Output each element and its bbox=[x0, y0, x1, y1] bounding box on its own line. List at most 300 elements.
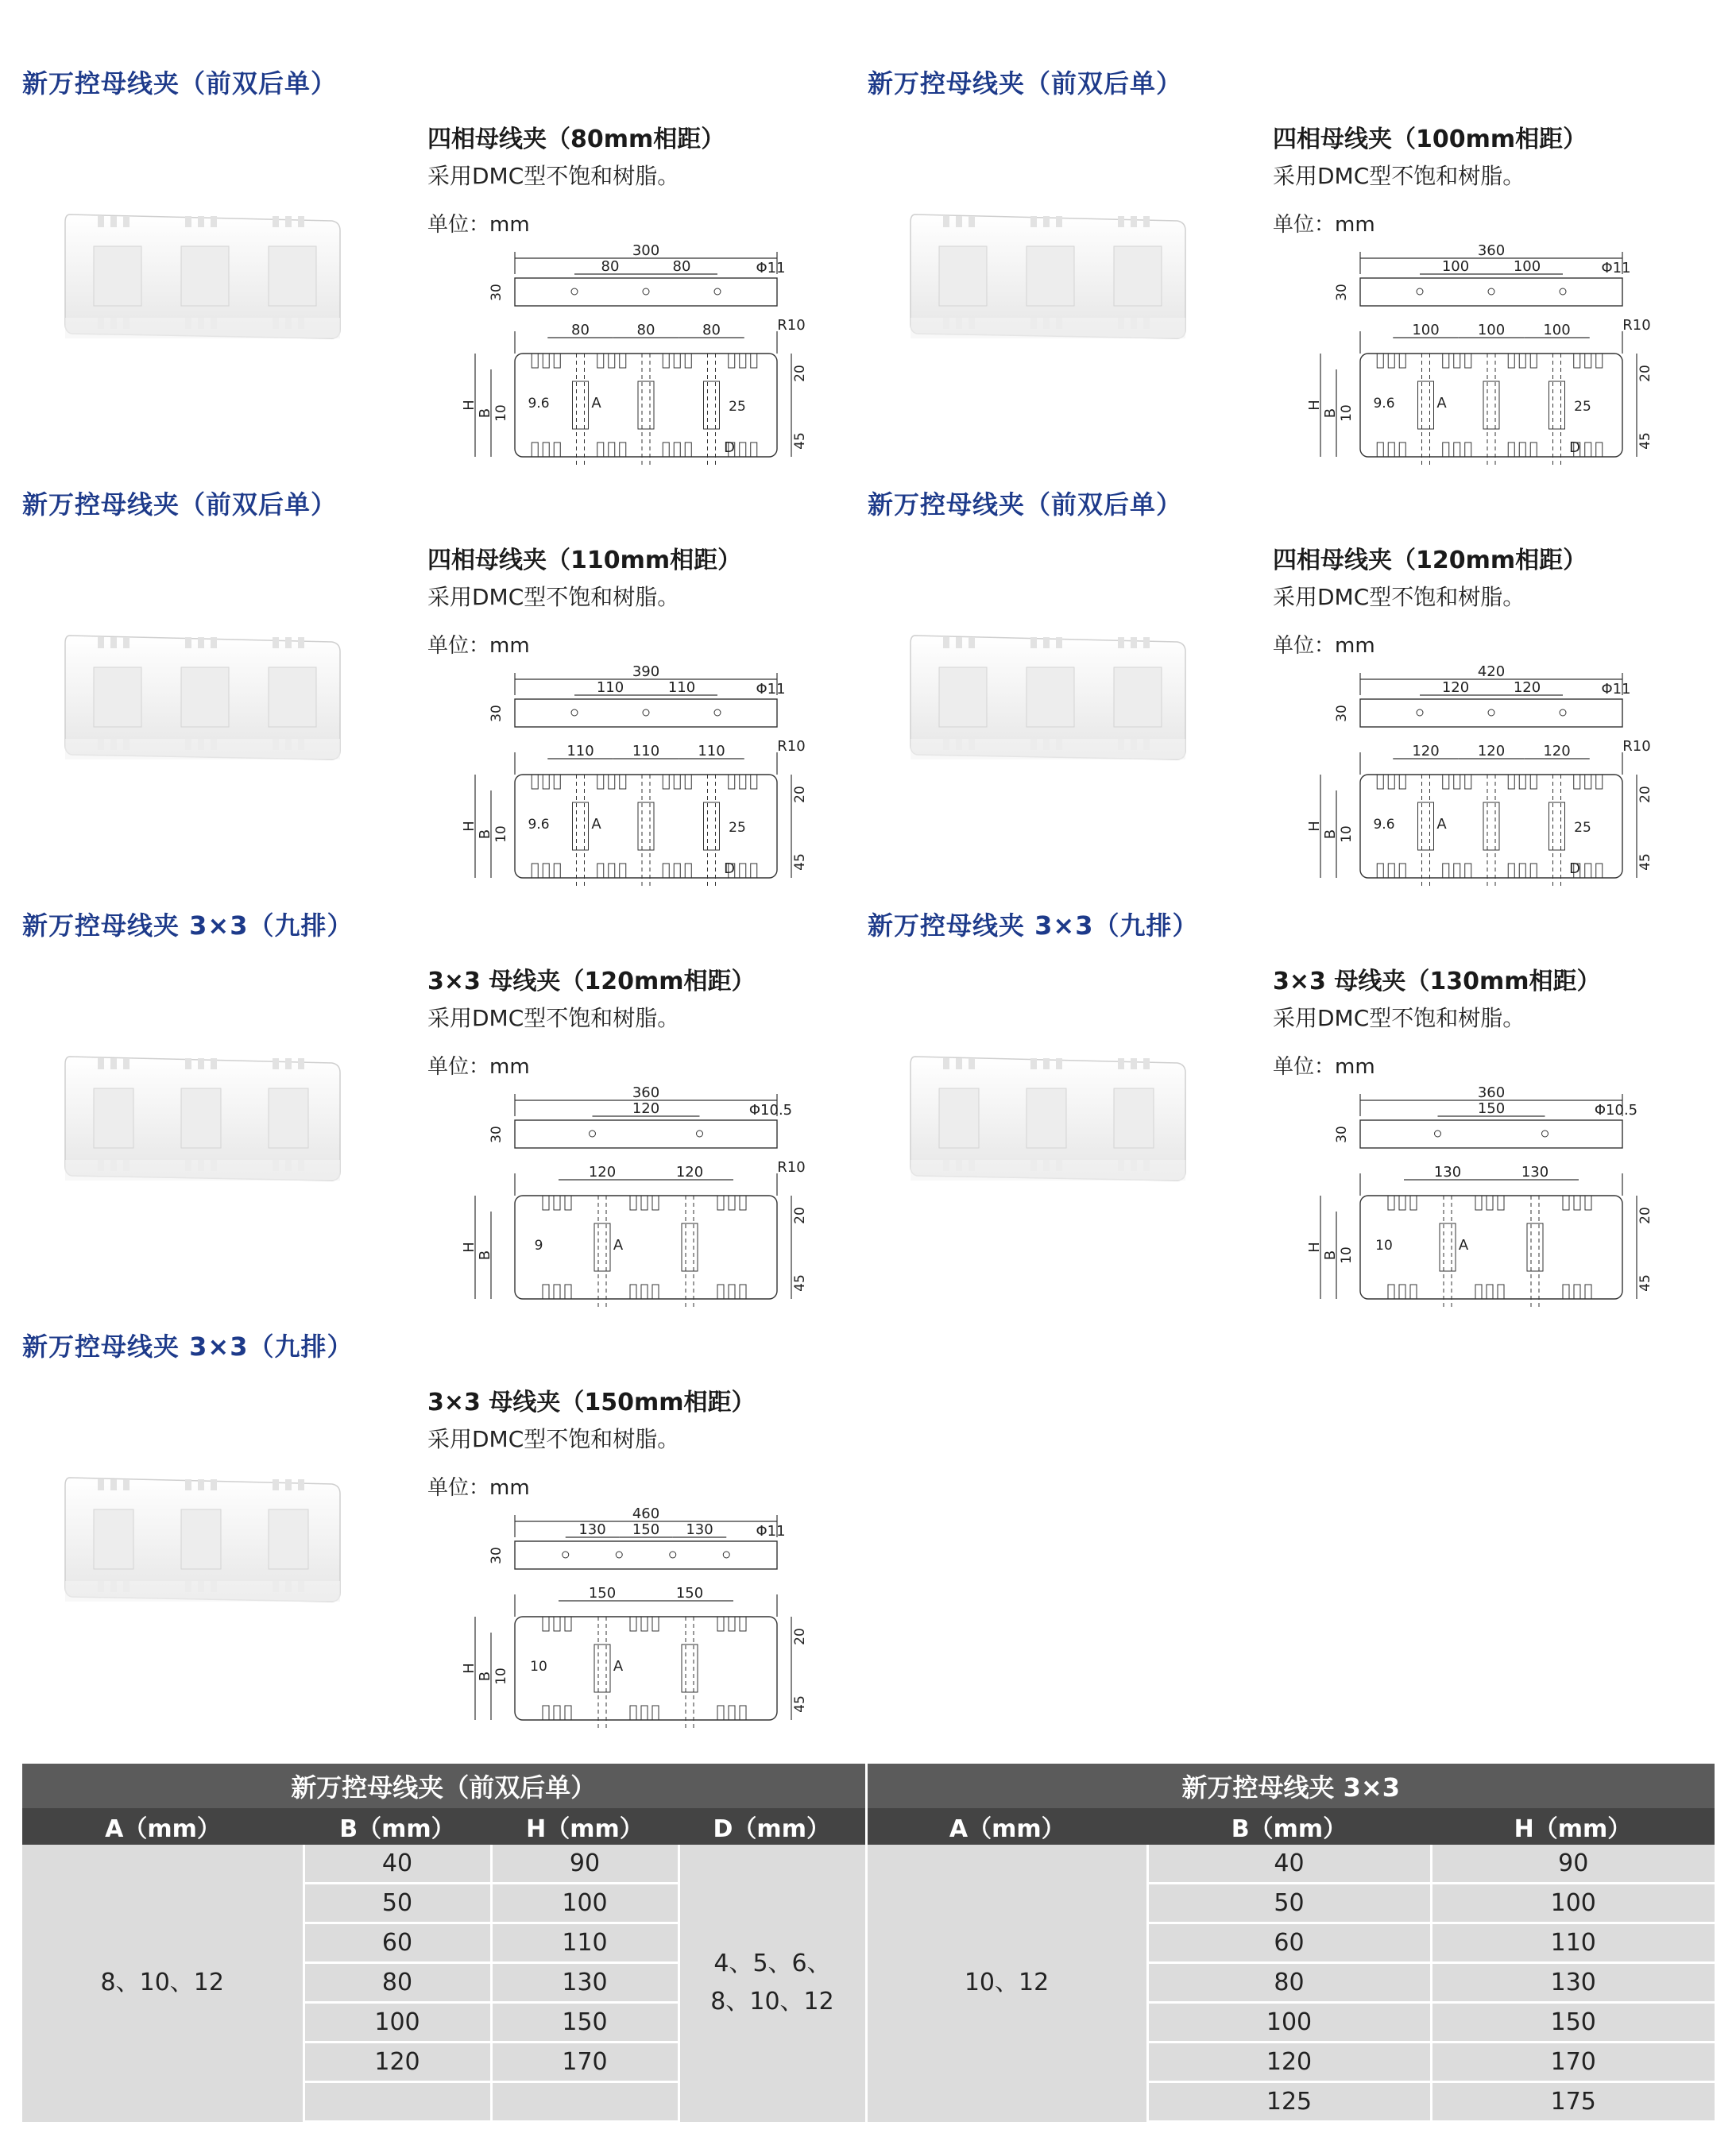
bottom-spacing-dimension: 80 bbox=[636, 322, 655, 338]
right-b-value: 80 bbox=[1147, 1963, 1431, 2003]
slot-bottom bbox=[1498, 1285, 1504, 1299]
right-h-value: 175 bbox=[1431, 2082, 1715, 2122]
height-label-h: H bbox=[461, 1242, 477, 1253]
right-h-value: 130 bbox=[1431, 1963, 1715, 2003]
top-total-dimension: 360 bbox=[632, 1084, 660, 1101]
clamp-window bbox=[1483, 802, 1499, 850]
bottom-spacing-dimension: 120 bbox=[1477, 743, 1506, 759]
bottom-spacing-dimension: 130 bbox=[1521, 1164, 1549, 1181]
dimension-45: 45 bbox=[1637, 853, 1653, 871]
busbar-clamp-4phase-photo bbox=[907, 199, 1193, 358]
slot-top bbox=[1508, 354, 1514, 368]
clamp-tooth bbox=[956, 216, 962, 227]
bottom-spacing-dimension: 110 bbox=[632, 743, 660, 759]
section-title: 新万控母线夹（前双后单） bbox=[868, 489, 1183, 520]
mounting-hole bbox=[1560, 288, 1566, 295]
dimension-20: 20 bbox=[1637, 786, 1653, 803]
slot-top bbox=[729, 1196, 735, 1210]
slot-bottom bbox=[630, 1706, 636, 1720]
product-photo bbox=[907, 1041, 1193, 1200]
slot-top bbox=[1530, 775, 1537, 789]
top-spacing-dimension: 120 bbox=[632, 1100, 660, 1117]
product-description: 采用DMC型不饱和树脂。 bbox=[427, 163, 680, 189]
slot-top bbox=[1399, 775, 1405, 789]
clamp-tooth bbox=[198, 1479, 204, 1490]
slot-top bbox=[554, 354, 560, 368]
dimension-ten: 10 bbox=[1339, 404, 1355, 422]
top-spacing-dimension: 80 bbox=[601, 258, 620, 275]
clamp-window bbox=[939, 246, 987, 306]
slot-top bbox=[597, 775, 604, 789]
slot-bottom bbox=[565, 1285, 571, 1299]
slot-top bbox=[543, 775, 549, 789]
left-h-value: 90 bbox=[491, 1845, 679, 1884]
bottom-spacing-dimension: 120 bbox=[1412, 743, 1440, 759]
slot-bottom bbox=[609, 443, 615, 457]
slot-bottom bbox=[1574, 1285, 1580, 1299]
clamp-window bbox=[1114, 1088, 1154, 1148]
slot-top bbox=[1399, 1196, 1405, 1210]
clamp-dimension-svg bbox=[1306, 1084, 1678, 1319]
top-view-bar bbox=[1360, 1120, 1622, 1148]
unit-label: 单位：mm bbox=[427, 1055, 530, 1079]
slot-top bbox=[1388, 354, 1394, 368]
slot-top bbox=[565, 1617, 571, 1631]
clamp-window bbox=[1027, 246, 1074, 306]
dimension-20: 20 bbox=[792, 365, 808, 382]
dimension-25: 25 bbox=[729, 820, 746, 836]
clamp-tooth bbox=[98, 637, 104, 648]
dimension-45: 45 bbox=[792, 432, 808, 450]
right-b-value: 60 bbox=[1147, 1923, 1431, 1963]
clamp-tooth bbox=[298, 1479, 304, 1490]
slot-bottom bbox=[1530, 443, 1537, 457]
clamp-tooth bbox=[185, 1058, 191, 1069]
top-view-bar bbox=[515, 1541, 777, 1569]
col-header: B（mm） bbox=[304, 1808, 491, 1845]
slot-bottom bbox=[1508, 443, 1514, 457]
slot-bottom bbox=[1508, 864, 1514, 878]
clamp-tooth bbox=[273, 637, 279, 648]
clamp-tooth bbox=[1118, 1058, 1124, 1069]
top-view-bar bbox=[1360, 699, 1622, 727]
height-label-h: H bbox=[461, 1663, 477, 1674]
slot-bottom bbox=[554, 1285, 560, 1299]
slot-top bbox=[1410, 1196, 1417, 1210]
clamp-window bbox=[573, 381, 589, 429]
thickness-dimension: 30 bbox=[1334, 284, 1350, 301]
slot-bottom bbox=[1519, 864, 1525, 878]
col-header: A（mm） bbox=[22, 1808, 304, 1845]
top-spacing-dimension: 110 bbox=[596, 679, 624, 696]
clamp-tooth bbox=[1030, 637, 1037, 648]
clamp-window bbox=[638, 802, 654, 850]
slot-bottom bbox=[685, 864, 691, 878]
radius-label: R10 bbox=[1622, 738, 1651, 755]
col-header: A（mm） bbox=[866, 1808, 1147, 1845]
slot-bottom bbox=[740, 443, 746, 457]
left-h-value bbox=[491, 2082, 679, 2122]
unit-label: 单位：mm bbox=[427, 213, 530, 237]
hole-diameter-label: Φ11 bbox=[1601, 260, 1631, 276]
hole-diameter-label: Φ11 bbox=[756, 1523, 786, 1540]
unit-label: 单位：mm bbox=[1273, 634, 1375, 658]
clamp-tooth bbox=[211, 216, 217, 227]
unit-label: 单位：mm bbox=[427, 1476, 530, 1500]
slot-bottom bbox=[532, 443, 538, 457]
clamp-window bbox=[181, 1509, 221, 1569]
slot-bottom bbox=[1519, 443, 1525, 457]
clamp-tooth bbox=[110, 1058, 117, 1069]
slot-bottom bbox=[652, 1285, 659, 1299]
slot-bottom bbox=[1585, 443, 1591, 457]
clamp-tooth bbox=[98, 1058, 104, 1069]
clamp-dimension-svg bbox=[461, 663, 833, 898]
slot-bottom bbox=[1399, 443, 1405, 457]
clamp-tooth bbox=[185, 216, 191, 227]
front-view-outline bbox=[515, 1617, 777, 1720]
slot-bottom bbox=[674, 443, 680, 457]
hole-diameter-label: Φ10.5 bbox=[748, 1102, 793, 1119]
slot-bottom bbox=[1399, 864, 1405, 878]
clamp-dimension-svg bbox=[1306, 242, 1678, 477]
clamp-tooth bbox=[198, 1058, 204, 1069]
clamp-tooth bbox=[185, 1479, 191, 1490]
right-a-value: 10、12 bbox=[866, 1845, 1147, 2122]
dimension-d: D bbox=[724, 860, 735, 877]
slot-top bbox=[1563, 1196, 1569, 1210]
slot-bottom bbox=[717, 1706, 724, 1720]
slot-top bbox=[543, 1617, 549, 1631]
clamp-edge bbox=[911, 318, 1185, 338]
clamp-window bbox=[682, 1644, 698, 1692]
slot-top bbox=[532, 354, 538, 368]
dimension-a: A bbox=[1436, 816, 1447, 833]
radius-label: R10 bbox=[777, 738, 806, 755]
clamp-window bbox=[704, 802, 720, 850]
mounting-hole bbox=[1417, 288, 1423, 295]
clamp-window bbox=[181, 1088, 221, 1148]
thickness-dimension: 30 bbox=[489, 284, 505, 301]
clamp-window bbox=[94, 1088, 133, 1148]
slot-top bbox=[751, 354, 757, 368]
right-h-value: 170 bbox=[1431, 2043, 1715, 2082]
thickness-dimension: 30 bbox=[489, 1547, 505, 1564]
unit-label: 单位：mm bbox=[1273, 1055, 1375, 1079]
bottom-spacing-dimension: 110 bbox=[566, 743, 594, 759]
clamp-window bbox=[939, 667, 987, 727]
clamp-tooth bbox=[198, 216, 204, 227]
slot-bottom bbox=[1377, 443, 1383, 457]
slot-bottom bbox=[1585, 1285, 1591, 1299]
left-b-value bbox=[304, 2082, 491, 2122]
top-view-bar bbox=[515, 278, 777, 306]
clamp-tooth bbox=[110, 637, 117, 648]
clamp-tooth bbox=[98, 216, 104, 227]
slot-top bbox=[1475, 1196, 1482, 1210]
slot-bottom bbox=[1596, 443, 1603, 457]
product-description: 采用DMC型不饱和树脂。 bbox=[1273, 584, 1525, 610]
slot-top bbox=[663, 354, 669, 368]
section-title: 新万控母线夹（前双后单） bbox=[868, 68, 1183, 99]
slot-top bbox=[565, 1196, 571, 1210]
slot-bottom bbox=[641, 1706, 648, 1720]
top-total-dimension: 390 bbox=[632, 663, 660, 680]
clamp-tooth bbox=[1030, 1058, 1037, 1069]
radius-label: R10 bbox=[1622, 317, 1651, 334]
top-total-dimension: 300 bbox=[632, 242, 660, 259]
clamp-window bbox=[1027, 667, 1074, 727]
clamp-tooth bbox=[1030, 216, 1037, 227]
top-spacing-dimension: 130 bbox=[686, 1521, 713, 1538]
product-title: 四相母线夹（120mm相距） bbox=[1273, 547, 1587, 574]
product-title: 四相母线夹（110mm相距） bbox=[427, 547, 742, 574]
product-description: 采用DMC型不饱和树脂。 bbox=[427, 1426, 680, 1452]
slot-bottom bbox=[554, 864, 560, 878]
right-h-value: 100 bbox=[1431, 1884, 1715, 1923]
mounting-hole bbox=[670, 1552, 676, 1558]
slot-top bbox=[740, 775, 746, 789]
slot-bottom bbox=[1410, 1285, 1417, 1299]
top-spacing-dimension: 110 bbox=[667, 679, 696, 696]
unit-label: 单位：mm bbox=[1273, 213, 1375, 237]
slot-bottom bbox=[1399, 1285, 1405, 1299]
clamp-window bbox=[1418, 802, 1434, 850]
section-title: 新万控母线夹（前双后单） bbox=[22, 489, 338, 520]
top-total-dimension: 420 bbox=[1477, 663, 1506, 680]
clamp-dimension-svg bbox=[461, 242, 833, 477]
slot-bottom bbox=[663, 864, 669, 878]
slot-bottom bbox=[554, 1706, 560, 1720]
slot-top bbox=[717, 1196, 724, 1210]
clamp-tooth bbox=[1143, 216, 1150, 227]
clamp-tooth bbox=[123, 637, 130, 648]
right-b-value: 40 bbox=[1147, 1845, 1431, 1884]
slot-top bbox=[1574, 354, 1580, 368]
clamp-tooth bbox=[123, 1058, 130, 1069]
slot-bottom bbox=[1487, 1285, 1493, 1299]
clamp-tooth bbox=[969, 637, 975, 648]
clamp-window bbox=[1027, 1088, 1066, 1148]
top-spacing-dimension: 150 bbox=[1477, 1100, 1506, 1117]
dimension-ten: 10 bbox=[493, 825, 509, 843]
product-photo bbox=[62, 199, 348, 358]
left-b-value: 60 bbox=[304, 1923, 491, 1963]
clamp-tooth bbox=[285, 637, 292, 648]
slot-top bbox=[543, 1196, 549, 1210]
slot-top bbox=[1443, 354, 1449, 368]
clamp-tooth bbox=[969, 1058, 975, 1069]
product-title: 3×3 母线夹（130mm相距） bbox=[1273, 968, 1601, 995]
slot-top bbox=[1519, 354, 1525, 368]
technical-drawing bbox=[1306, 663, 1678, 898]
slot-bottom bbox=[630, 1285, 636, 1299]
slot-width-label: 10 bbox=[1375, 1238, 1393, 1254]
mounting-hole bbox=[616, 1552, 622, 1558]
clamp-tooth bbox=[1043, 216, 1050, 227]
dimension-20: 20 bbox=[1637, 365, 1653, 382]
dimension-25: 25 bbox=[729, 399, 746, 415]
slot-top bbox=[1388, 775, 1394, 789]
slot-top bbox=[740, 354, 746, 368]
clamp-tooth bbox=[185, 637, 191, 648]
clamp-tooth bbox=[298, 216, 304, 227]
product-description: 采用DMC型不饱和树脂。 bbox=[427, 1005, 680, 1031]
slot-top bbox=[652, 1617, 659, 1631]
clamp-window bbox=[594, 1223, 610, 1271]
product-photo bbox=[907, 620, 1193, 779]
col-header: H（mm） bbox=[1431, 1808, 1715, 1845]
bottom-spacing-dimension: 130 bbox=[1433, 1164, 1462, 1181]
clamp-window bbox=[1418, 381, 1434, 429]
slot-top bbox=[554, 775, 560, 789]
slot-bottom bbox=[717, 1285, 724, 1299]
height-label-h: H bbox=[461, 821, 477, 832]
mounting-hole bbox=[1435, 1130, 1441, 1137]
clamp-window bbox=[939, 1088, 979, 1148]
slot-bottom bbox=[1465, 443, 1471, 457]
dimension-d: D bbox=[724, 439, 735, 456]
slot-top bbox=[1519, 775, 1525, 789]
dimension-ten: 10 bbox=[1339, 825, 1355, 843]
top-view-bar bbox=[1360, 278, 1622, 306]
slot-bottom bbox=[1377, 864, 1383, 878]
dimension-a: A bbox=[613, 1658, 624, 1675]
clamp-tooth bbox=[1118, 637, 1124, 648]
mounting-hole bbox=[1560, 709, 1566, 716]
clamp-tooth bbox=[969, 216, 975, 227]
clamp-window bbox=[269, 246, 316, 306]
radius-label: R10 bbox=[777, 317, 806, 334]
clamp-tooth bbox=[943, 637, 949, 648]
slot-top bbox=[1585, 775, 1591, 789]
bottom-spacing-dimension: 120 bbox=[675, 1164, 704, 1181]
technical-drawing bbox=[461, 1505, 833, 1740]
right-h-value: 150 bbox=[1431, 2003, 1715, 2043]
thickness-dimension: 30 bbox=[489, 1126, 505, 1143]
dimension-25: 25 bbox=[1574, 399, 1591, 415]
section-title: 新万控母线夹 3×3（九排） bbox=[22, 1331, 354, 1362]
slot-top bbox=[740, 1617, 746, 1631]
left-table-title: 新万控母线夹（前双后单） bbox=[22, 1764, 866, 1808]
slot-bottom bbox=[740, 864, 746, 878]
product-photo bbox=[62, 620, 348, 779]
busbar-clamp-4phase-photo bbox=[62, 620, 348, 779]
slot-top bbox=[1596, 354, 1603, 368]
clamp-tooth bbox=[211, 1479, 217, 1490]
slot-width-label: 9.6 bbox=[1373, 817, 1395, 833]
clamp-tooth bbox=[285, 1479, 292, 1490]
clamp-window bbox=[1440, 1223, 1456, 1271]
clamp-window bbox=[573, 802, 589, 850]
dimension-45: 45 bbox=[792, 1274, 808, 1292]
dimension-25: 25 bbox=[1574, 820, 1591, 836]
top-view-bar bbox=[515, 699, 777, 727]
slot-top bbox=[597, 354, 604, 368]
technical-drawing bbox=[1306, 242, 1678, 477]
slot-top bbox=[1585, 1196, 1591, 1210]
clamp-tooth bbox=[1131, 1058, 1137, 1069]
clamp-tooth bbox=[1056, 1058, 1062, 1069]
slot-top bbox=[1498, 1196, 1504, 1210]
slot-top bbox=[729, 1617, 735, 1631]
slot-bottom bbox=[1443, 443, 1449, 457]
dimension-d: D bbox=[1569, 860, 1580, 877]
section-title: 新万控母线夹（前双后单） bbox=[22, 68, 338, 99]
left-h-value: 170 bbox=[491, 2043, 679, 2082]
product-card bbox=[22, 1327, 864, 1740]
clamp-dimension-svg bbox=[1306, 663, 1678, 898]
height-label-h: H bbox=[1306, 821, 1323, 832]
slot-top bbox=[532, 775, 538, 789]
top-spacing-dimension: 120 bbox=[1441, 679, 1470, 696]
dimension-ten: 10 bbox=[1339, 1246, 1355, 1264]
front-view-outline bbox=[515, 1196, 777, 1299]
product-card bbox=[22, 906, 864, 1319]
slot-top bbox=[1399, 354, 1405, 368]
product-description: 采用DMC型不饱和树脂。 bbox=[1273, 163, 1525, 189]
slot-bottom bbox=[729, 1706, 735, 1720]
clamp-window bbox=[638, 381, 654, 429]
slot-bottom bbox=[1563, 1285, 1569, 1299]
product-title: 四相母线夹（100mm相距） bbox=[1273, 126, 1587, 153]
clamp-tooth bbox=[943, 216, 949, 227]
section-title: 新万控母线夹 3×3（九排） bbox=[22, 910, 354, 941]
height-label-b: B bbox=[477, 829, 493, 840]
dimension-d: D bbox=[1569, 439, 1580, 456]
right-h-value: 90 bbox=[1431, 1845, 1715, 1884]
left-a-value: 8、10、12 bbox=[22, 1845, 304, 2122]
slot-width-label: 9.6 bbox=[528, 396, 550, 412]
clamp-window bbox=[181, 667, 229, 727]
slot-top bbox=[620, 354, 626, 368]
product-description: 采用DMC型不饱和树脂。 bbox=[427, 584, 680, 610]
dimension-ten: 10 bbox=[493, 404, 509, 422]
top-spacing-dimension: 80 bbox=[672, 258, 691, 275]
slot-top bbox=[620, 775, 626, 789]
mounting-hole bbox=[571, 709, 578, 716]
clamp-tooth bbox=[110, 216, 117, 227]
left-b-value: 50 bbox=[304, 1884, 491, 1923]
clamp-tooth bbox=[1143, 1058, 1150, 1069]
slot-bottom bbox=[543, 1706, 549, 1720]
busbar-clamp-3x3-photo bbox=[62, 1041, 348, 1200]
mounting-hole bbox=[571, 288, 578, 295]
slot-bottom bbox=[1465, 864, 1471, 878]
slot-bottom bbox=[1388, 443, 1394, 457]
product-photo bbox=[62, 1041, 348, 1200]
slot-width-label: 9.6 bbox=[528, 817, 550, 833]
product-card bbox=[22, 64, 864, 477]
height-label-b: B bbox=[477, 1250, 493, 1261]
clamp-tooth bbox=[211, 1058, 217, 1069]
mounting-hole bbox=[714, 288, 721, 295]
slot-top bbox=[674, 775, 680, 789]
slot-bottom bbox=[1585, 864, 1591, 878]
slot-bottom bbox=[663, 443, 669, 457]
d-line: 4、5、6、 bbox=[713, 1950, 831, 1978]
slot-top bbox=[1487, 1196, 1493, 1210]
height-label-b: B bbox=[1322, 408, 1339, 419]
slot-bottom bbox=[751, 443, 757, 457]
slot-top bbox=[717, 1617, 724, 1631]
bottom-spacing-dimension: 80 bbox=[702, 322, 721, 338]
slot-bottom bbox=[1443, 864, 1449, 878]
height-label-h: H bbox=[1306, 400, 1323, 411]
clamp-edge bbox=[65, 1160, 340, 1181]
right-table-title: 新万控母线夹 3×3 bbox=[866, 1764, 1715, 1808]
clamp-tooth bbox=[110, 1479, 117, 1490]
